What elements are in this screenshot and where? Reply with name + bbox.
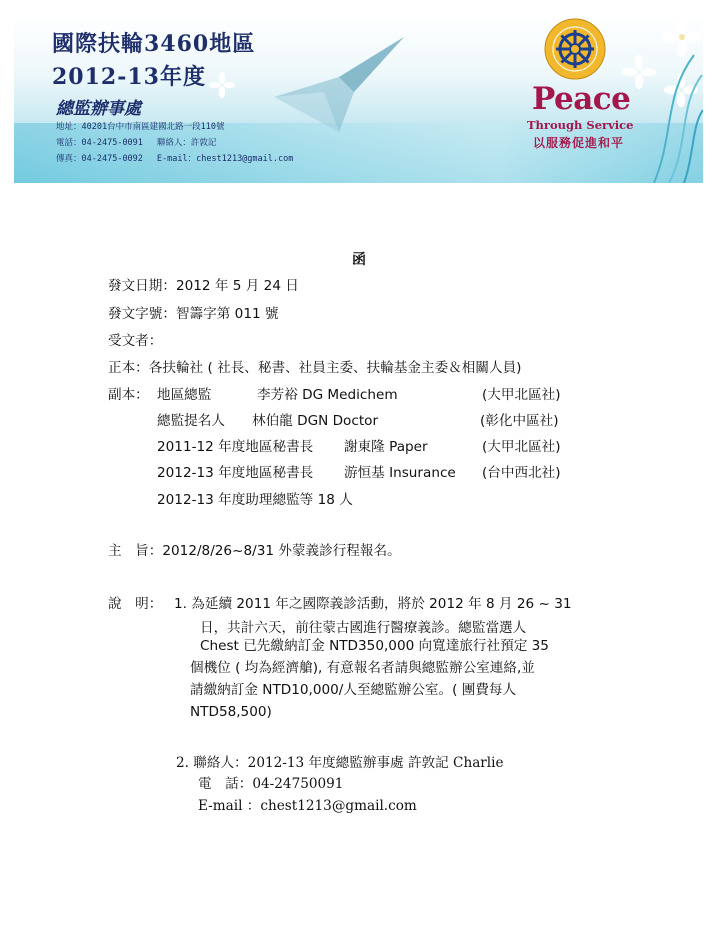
item1-line: 日，共計六天，前往蒙古國進行醫療義診。總監當選人 (200, 620, 527, 636)
issue-date: 發文日期：2012 年 5 月 24 日 (108, 278, 299, 294)
copy-club: (大甲北區社) (482, 387, 561, 403)
item1-line: 個機位 ( 均為經濟艙), 有意報名者請與總監辦公室連絡,並 (190, 660, 535, 676)
copy-name: 李芳裕 DG Medichem (257, 387, 398, 403)
phone-text: 電話：04-2475-0091 (56, 138, 143, 148)
email-text: E-mail：chest1213@gmail.com (156, 154, 294, 164)
item1-line: 1. 為延續 2011 年之國際義診活動，將於 2012 年 8 月 26 ~ 31 (174, 596, 572, 612)
address-text: 地址：40201台中市南區建國北路一段110號 (56, 122, 225, 132)
copy-role: 2012-13 年度助理總監等 18 人 (157, 492, 353, 508)
decorative-vines (644, 15, 703, 183)
copy-club: (彰化中區社) (480, 413, 559, 429)
slogan-chinese: 以服務促進和平 (533, 136, 625, 150)
reference-number: 發文字號：智籌字第 011 號 (108, 306, 279, 322)
copy-name: 謝東隆 Paper (344, 439, 428, 455)
recipient-label: 受文者： (108, 333, 163, 349)
slogan-through-service: Through Service (527, 118, 634, 132)
copy-prefix: 副本： (108, 387, 149, 403)
letterhead-banner (14, 15, 703, 183)
copy-club: (台中西北社) (482, 465, 561, 481)
slogan-peace: Peace (532, 81, 631, 117)
office-title: 總監辦事處 (56, 99, 141, 119)
original-recipients: 正本：各扶輪社 ( 社長、秘書、社員主委、扶輪基金主委＆相關人員) (108, 360, 522, 376)
copy-name: 游恒基 Insurance (344, 465, 456, 481)
copy-role: 總監提名人 (157, 413, 225, 429)
copy-role: 2012-13 年度地區秘書長 (157, 465, 314, 481)
item1-line: NTD58,500) (190, 704, 272, 720)
flower-icon (209, 72, 235, 98)
subject-line: 主 旨：2012/8/26~8/31 外蒙義診行程報名。 (108, 543, 401, 559)
district-title: 國際扶輪3460地區 (52, 31, 256, 57)
copy-club: (大甲北區社) (482, 439, 561, 455)
item2-phone: 電 話：04-24750091 (198, 776, 344, 792)
year-title: 2012-13年度 (52, 64, 206, 90)
copy-role: 地區總監 (157, 387, 212, 403)
phone-line (56, 136, 230, 148)
fax-line (56, 152, 307, 164)
address-line (56, 120, 238, 132)
fax-text: 傳真：04-2475-0092 (56, 154, 143, 164)
explanation-label: 說 明： (108, 596, 163, 612)
contact-text: 聯絡人：許敦記 (156, 138, 217, 148)
copy-name: 林伯龍 DGN Doctor (252, 413, 379, 429)
paper-crane-icon (264, 37, 414, 137)
letter-heading: 函 (352, 252, 366, 268)
item1-line: Chest 已先繳納訂金 NTD350,000 向寬達旅行社預定 35 (200, 638, 549, 654)
item2-email: E-mail ：chest1213@gmail.com (198, 798, 417, 814)
rotary-wheel-logo (544, 18, 606, 80)
item1-line: 請繳納訂金 NTD10,000/人至總監辦公室。( 團費每人 (190, 682, 517, 698)
copy-role: 2011-12 年度地區秘書長 (157, 439, 314, 455)
item2-contact: 2. 聯絡人：2012-13 年度總監辦事處 許敦記 Charlie (176, 755, 504, 771)
